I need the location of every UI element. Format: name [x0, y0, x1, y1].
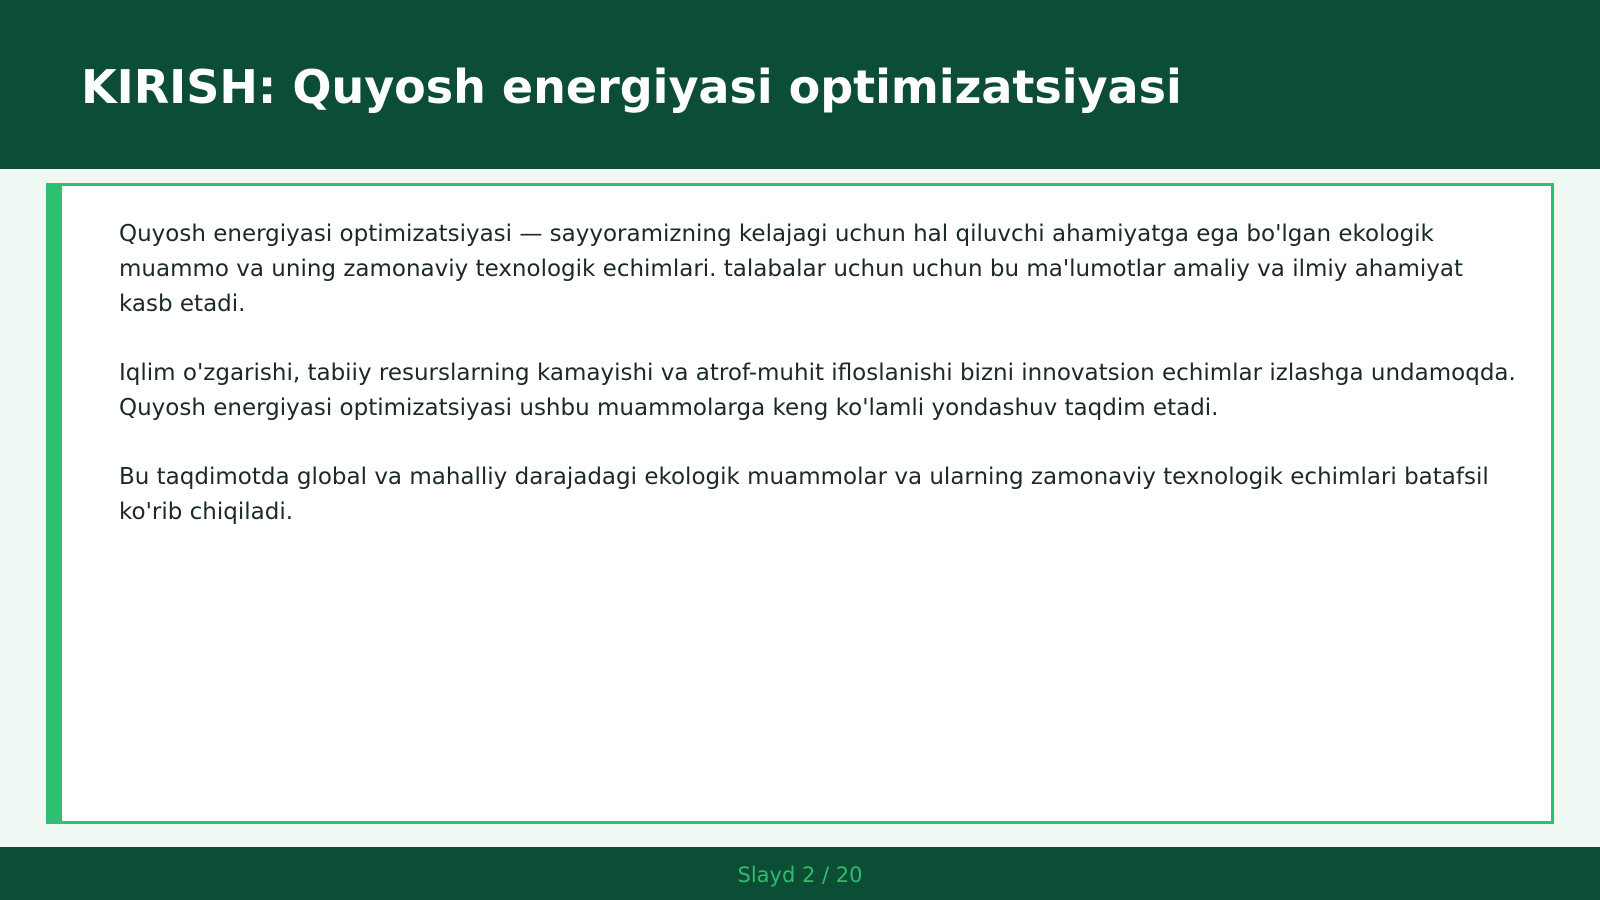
slide-title: KIRISH: Quyosh energiyasi optimizatsiyasi	[81, 60, 1182, 114]
introduction-text	[119, 217, 1519, 564]
context-paragraph: Iqlim o'zgarishi, tabiiy resurslarning kamayishi va atrof-muhit ifloslanishi bizni innovatsion echimlar izlashga undamoqda. Quyosh energiyasi optimizatsiyasi ushbu muammolarga keng ko'lamli yondashuv taqdim etadi.	[119, 360, 1516, 421]
overview-paragraph: Bu taqdimotda global va mahalliy darajadagi ekologik muammolar va ularning zamonaviy texnologik echimlari batafsil ko'rib chiqiladi.	[119, 464, 1489, 525]
slide-footer	[0, 847, 1600, 900]
content-card	[46, 183, 1554, 824]
slide-counter: Slayd 2 / 20	[737, 863, 863, 887]
slide-header	[0, 0, 1600, 169]
intro-paragraph: Quyosh energiyasi optimizatsiyasi — sayyoramizning kelajagi uchun hal qiluvchi ahamiyatga ega bo'lgan ekologik muammo va uning zamonaviy texnologik echimlari. talabalar uchun uchun bu ma'lumotlar amaliy va ilmiy ahamiyat kasb etadi.	[119, 221, 1463, 317]
